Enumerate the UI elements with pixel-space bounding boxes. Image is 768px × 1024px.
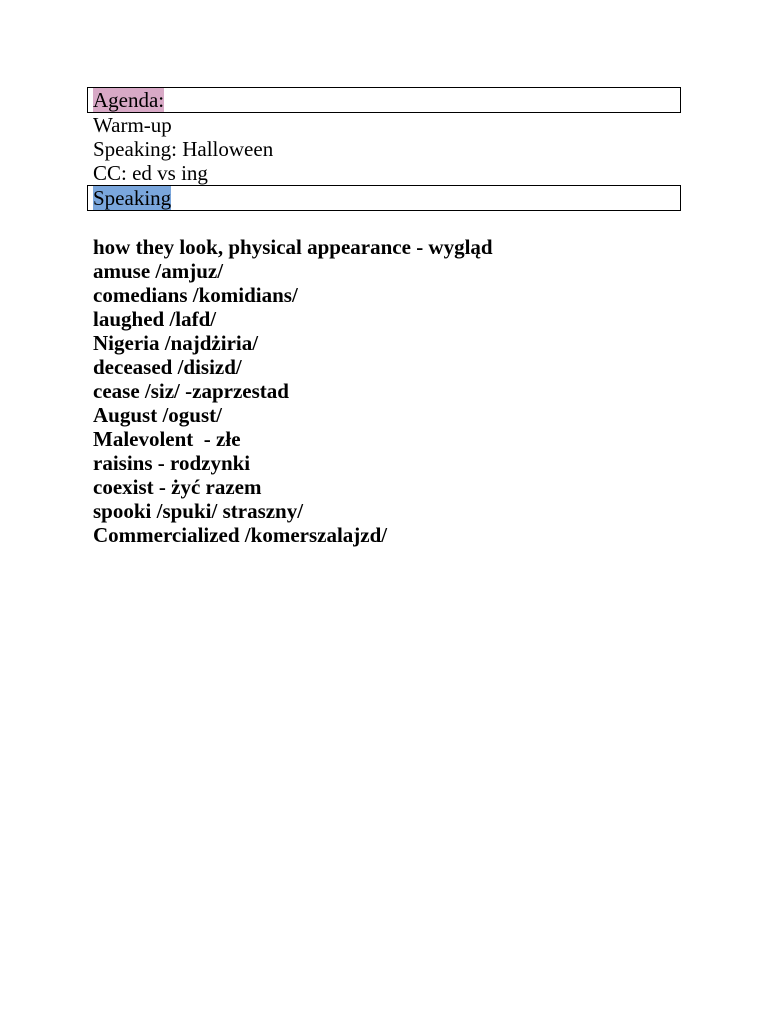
agenda-item: Speaking: Halloween <box>93 137 274 161</box>
vocab-item: how they look, physical appearance - wygląd <box>93 235 493 259</box>
vocab-item: cease /siz/ -zaprzestad <box>93 379 289 403</box>
agenda-heading-box <box>87 87 681 113</box>
agenda-item: Warm-up <box>93 113 172 137</box>
vocab-item: coexist - żyć razem <box>93 475 262 499</box>
vocab-item: Malevolent - złe <box>93 427 241 451</box>
speaking-heading: Speaking <box>93 186 172 210</box>
speaking-heading-box <box>87 185 681 211</box>
vocab-item: Commercialized /komerszalajzd/ <box>93 523 388 547</box>
vocab-item: deceased /disizd/ <box>93 355 242 379</box>
vocab-item: amuse /amjuz/ <box>93 259 224 283</box>
vocab-item: comedians /komidians/ <box>93 283 298 307</box>
agenda-heading: Agenda: <box>93 88 165 112</box>
document-body <box>87 87 681 547</box>
vocab-item: Nigeria /najdżiria/ <box>93 331 259 355</box>
blank-line <box>87 211 681 235</box>
vocab-item: August /ogust/ <box>93 403 222 427</box>
vocab-item: spooki /spuki/ straszny/ <box>93 499 304 523</box>
vocabulary-list <box>87 235 681 547</box>
vocab-item: laughed /lafd/ <box>93 307 217 331</box>
agenda-item: CC: ed vs ing <box>93 161 208 185</box>
vocab-item: raisins - rodzynki <box>93 451 251 475</box>
